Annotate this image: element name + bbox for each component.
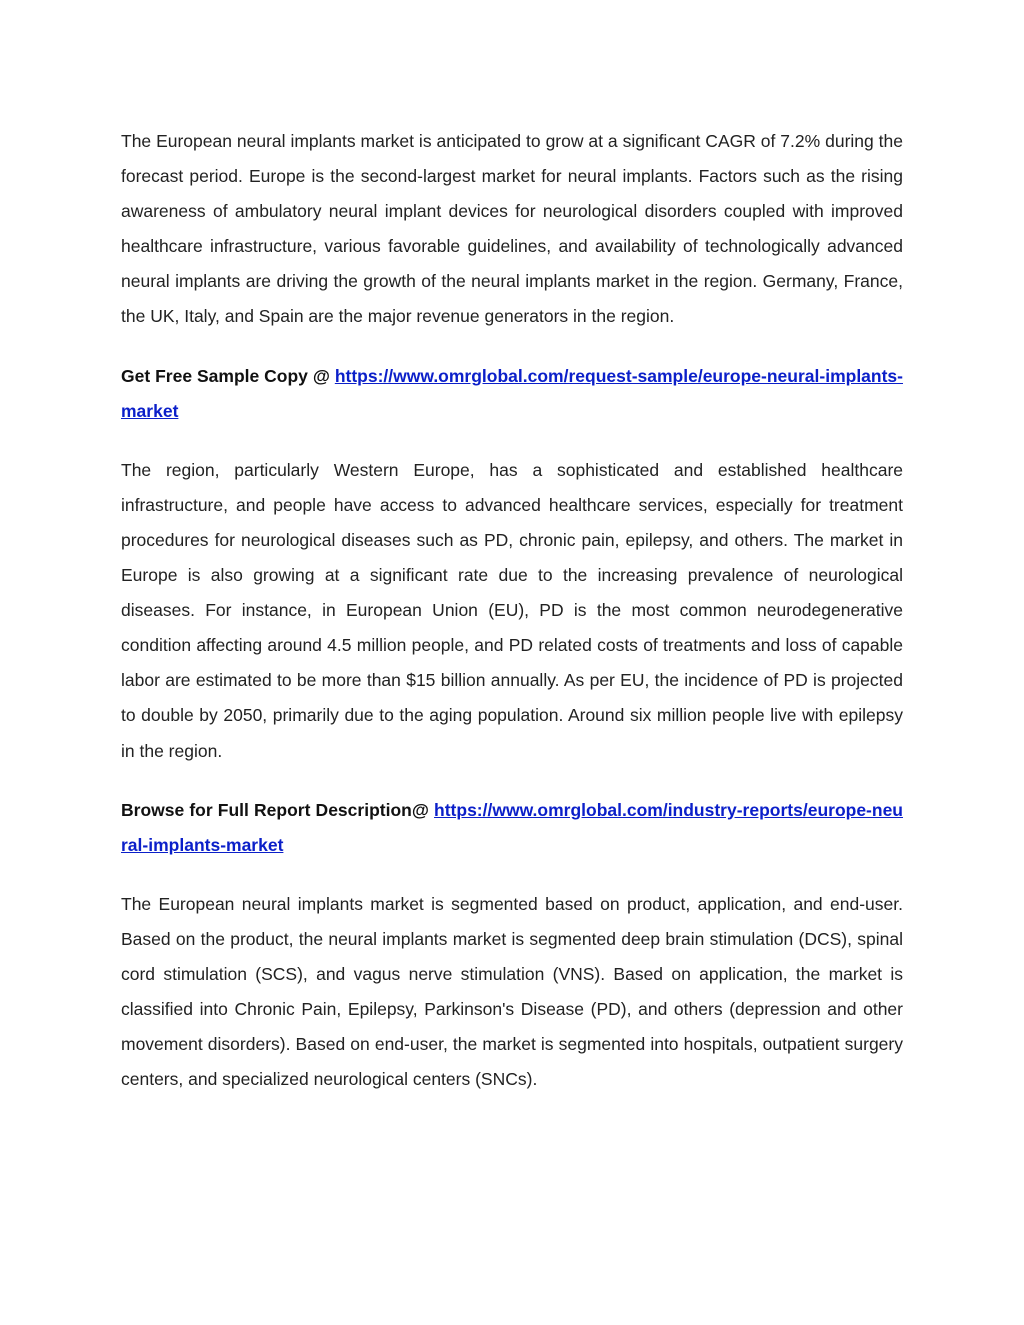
document-page — [121, 124, 903, 1121]
sample-copy-cta — [121, 359, 903, 429]
sample-copy-link[interactable]: https://www.omrglobal.com/request-sample/europe-neural-implants-market — [121, 365, 903, 421]
segmentation-paragraph: The European neural implants market is segmented based on product, application, and end-user. Based on the product, the neural implants market is segmented deep brain stimulation (DCS), spinal cord stimulation (SCS), and vagus nerve stimulation (VNS). Based on application, the market is classified into Chronic Pain, Epilepsy, Parkinson's Disease (PD), and others (depression and other movement disorders). Based on end-user, the market is segmented into hospitals, outpatient surgery centers, and specialized neurological centers (SNCs). — [121, 893, 903, 1090]
full-report-label: Browse for Full Report Description@ — [121, 799, 435, 820]
sample-copy-label: Get Free Sample Copy @ — [121, 365, 335, 386]
intro-paragraph: The European neural implants market is anticipated to grow at a significant CAGR of 7.2% during the forecast period. Europe is the second-largest market for neural implants. Factors such as the rising awareness of ambulatory neural implant devices for neurological disorders coupled with improved healthcare infrastructure, various favorable guidelines, and availability of technologically advanced neural implants are driving the growth of the neural implants market in the region. Germany, France, the UK, Italy, and Spain are the major revenue generators in the region. — [121, 131, 903, 327]
full-report-cta — [121, 793, 903, 863]
full-report-link[interactable]: https://www.omrglobal.com/industry-reports/europe-neural-implants-market — [121, 799, 903, 855]
region-paragraph: The region, particularly Western Europe, has a sophisticated and established healthcare infrastructure, and people have access to advanced healthcare services, especially for treatment procedures for neurological diseases such as PD, chronic pain, epilepsy, and others. The market in Europe is also growing at a significant rate due to the increasing prevalence of neurological diseases. For instance, in European Union (EU), PD is the most common neurodegenerative condition affecting around 4.5 million people, and PD related costs of treatments and loss of capable labor are estimated to be more than $15 billion annually. As per EU, the incidence of PD is projected to double by 2050, primarily due to the aging population. Around six million people live with epilepsy in the region. — [121, 459, 903, 761]
